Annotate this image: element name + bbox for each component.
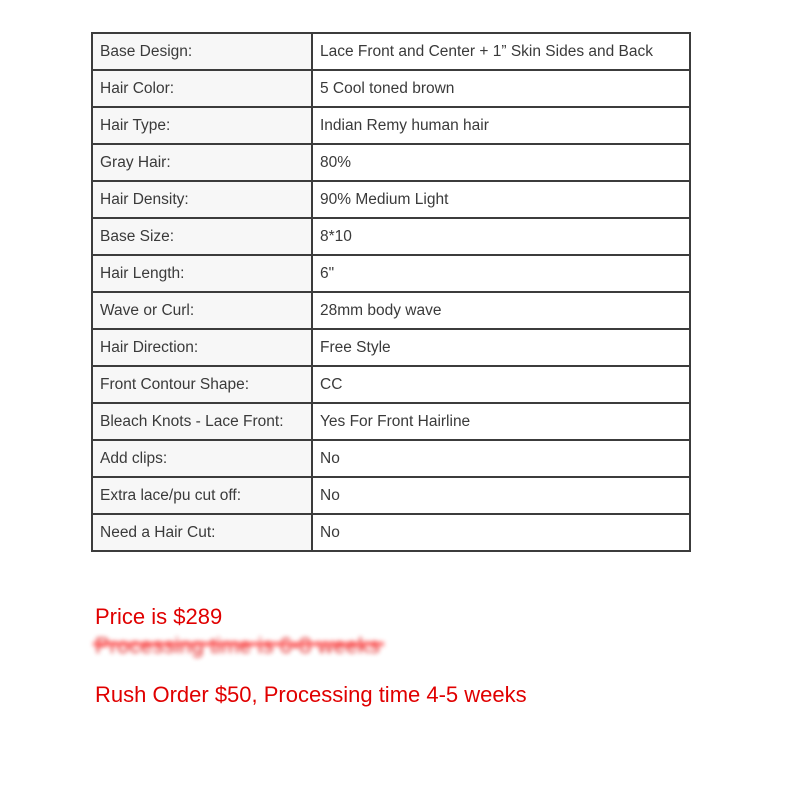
spec-label: Bleach Knots - Lace Front: <box>92 403 312 440</box>
spec-row <box>92 255 690 292</box>
spec-label: Hair Direction: <box>92 329 312 366</box>
spec-value: CC <box>312 366 690 403</box>
spec-label: Hair Type: <box>92 107 312 144</box>
spec-table-body <box>92 33 690 551</box>
spec-label: Hair Length: <box>92 255 312 292</box>
spec-value: 8*10 <box>312 218 690 255</box>
spec-row <box>92 70 690 107</box>
processing-time-text <box>95 633 380 659</box>
spec-label: Gray Hair: <box>92 144 312 181</box>
spec-row <box>92 292 690 329</box>
spec-label: Front Contour Shape: <box>92 366 312 403</box>
spec-value: Indian Remy human hair <box>312 107 690 144</box>
spec-value: 28mm body wave <box>312 292 690 329</box>
spec-value: 6" <box>312 255 690 292</box>
spec-label: Base Design: <box>92 33 312 70</box>
spec-label: Hair Color: <box>92 70 312 107</box>
product-spec-table <box>91 32 691 552</box>
spec-label: Base Size: <box>92 218 312 255</box>
spec-row <box>92 33 690 70</box>
spec-value: 90% Medium Light <box>312 181 690 218</box>
spec-label: Need a Hair Cut: <box>92 514 312 551</box>
spec-row <box>92 403 690 440</box>
spec-value: Free Style <box>312 329 690 366</box>
spec-row <box>92 181 690 218</box>
spec-value: No <box>312 477 690 514</box>
spec-value: 80% <box>312 144 690 181</box>
spec-row <box>92 514 690 551</box>
spec-row <box>92 440 690 477</box>
spec-row <box>92 144 690 181</box>
price-text: Price is $289 <box>95 604 223 629</box>
strikethrough-line <box>93 642 384 646</box>
spec-row <box>92 107 690 144</box>
spec-row <box>92 366 690 403</box>
spec-value: Lace Front and Center + 1” Skin Sides and Back <box>312 33 690 70</box>
spec-label: Wave or Curl: <box>92 292 312 329</box>
spec-row <box>92 477 690 514</box>
spec-row <box>92 218 690 255</box>
spec-value: 5 Cool toned brown <box>312 70 690 107</box>
spec-value: No <box>312 440 690 477</box>
rush-order-text: Rush Order $50, Processing time 4-5 weeks <box>95 682 527 707</box>
spec-value: Yes For Front Hairline <box>312 403 690 440</box>
spec-label: Add clips: <box>92 440 312 477</box>
spec-label: Hair Density: <box>92 181 312 218</box>
spec-value: No <box>312 514 690 551</box>
spec-row <box>92 329 690 366</box>
spec-label: Extra lace/pu cut off: <box>92 477 312 514</box>
